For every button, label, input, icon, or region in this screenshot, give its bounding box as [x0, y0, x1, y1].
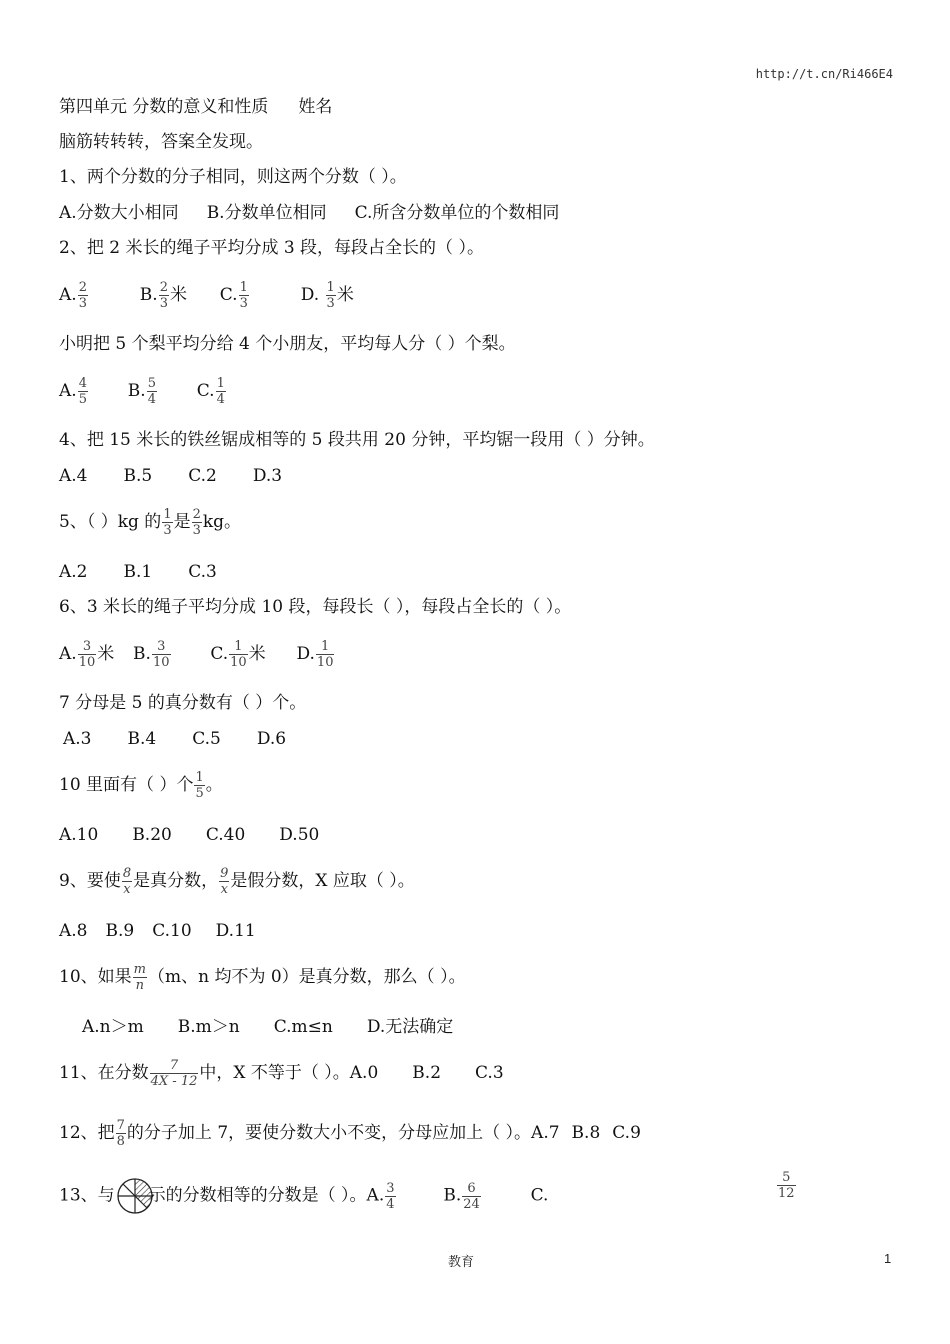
fraction: $\frac{4}{5}$: [78, 376, 87, 407]
header-url[interactable]: http://t.cn/Ri466E4: [755, 67, 893, 81]
question-13: 13、与 示的分数相等的分数是（ ）。A. $\frac{3}{4}$ B. $\frac{6}{24}$ C.: [59, 1176, 548, 1216]
question-8-options: A.10 B.20 C.40 D.50: [59, 825, 320, 845]
question-11: 11、在分数 $\frac{7}{4X - 12}$ 中，X 不等于（ ）。A.0 B.2 C.3: [59, 1058, 504, 1089]
fraction: $\frac{1}{5}$: [195, 770, 204, 801]
fraction: $\frac{8}{x}$: [122, 866, 132, 897]
option-c: C.所含分数单位的个数相同: [354, 203, 560, 223]
fraction: $\frac{2}{3}$: [192, 507, 201, 538]
question-5: 5、（ ）kg 的 $\frac{1}{3}$ 是 $\frac{2}{3}$ kg。: [59, 507, 242, 538]
question-12: 12、把 $\frac{7}{8}$ 的分子加上 7，要使分数大小不变，分母应加上（ ）。A.7 B.8 C.9: [59, 1118, 641, 1149]
fraction: $\frac{1}{3}$: [239, 280, 248, 311]
fraction: $\frac{m}{n}$: [133, 962, 146, 993]
fraction: $\frac{3}{10}$: [152, 639, 170, 670]
fraction: $\frac{5}{4}$: [147, 376, 156, 407]
question-6: 6、3 米长的绳子平均分成 10 段，每段长（ ），每段占全长的（ ）。: [59, 597, 572, 617]
question-1-options: [59, 202, 559, 224]
question-7: 7 分母是 5 的真分数有（ ）个。: [59, 693, 307, 713]
fraction: $\frac{5}{12}$: [778, 1170, 795, 1201]
fraction: $\frac{1}{3}$: [163, 507, 172, 538]
question-9-options: A.8 B.9 C.10 D.11: [59, 921, 256, 941]
fraction: $\frac{6}{24}$: [463, 1180, 480, 1212]
option-b: B.分数单位相同: [206, 203, 327, 223]
fraction: $\frac{9}{x}$: [220, 866, 229, 897]
title-line: [59, 96, 332, 118]
fraction: $\frac{7}{4X - 12}$: [150, 1058, 198, 1089]
fraction: $\frac{2}{3}$: [78, 280, 87, 311]
question-8: 10 里面有（ ）个 $\frac{1}{5}$ 。: [59, 770, 223, 801]
fraction: $\frac{3}{10}$: [78, 639, 96, 670]
question-2: 2、把 2 米长的绳子平均分成 3 段，每段占全长的（ ）。: [59, 238, 484, 258]
footer-center: 教育: [448, 1254, 475, 1269]
page-number: 1: [884, 1251, 892, 1266]
fraction: $\frac{1}{10}$: [316, 639, 334, 670]
fraction: $\frac{2}{3}$: [159, 280, 168, 311]
fraction: $\frac{7}{8}$: [116, 1118, 125, 1149]
page-title: 第四单元 分数的意义和性质: [59, 97, 269, 117]
question-10: 10、如果 $\frac{m}{n}$ （m、n 均不为 0）是真分数，那么（ ）。: [59, 962, 466, 993]
question-7-options: A.3 B.4 C.5 D.6: [63, 729, 287, 749]
intro: 脑筋转转转，答案全发现。: [59, 132, 263, 152]
q13-option-c-fraction: [776, 1170, 797, 1201]
fraction: $\frac{1}{4}$: [216, 376, 225, 407]
fraction: $\frac{1}{10}$: [230, 639, 247, 670]
name-label: 姓名: [298, 97, 333, 117]
fraction: $\frac{1}{3}$: [326, 280, 335, 311]
question-10-options: A.n＞m B.m＞n C.m≤n D.无法确定: [82, 1017, 454, 1037]
question-2-options: A. $\frac{2}{3}$ B. $\frac{2}{3}$ 米 C. $\frac{1}{3}$ D. $\frac{1}{3}$ 米: [59, 280, 354, 311]
question-9: 9、要使 $\frac{8}{x}$ 是真分数， $\frac{9}{x}$ 是假分数，X 应取（ ）。: [59, 866, 415, 897]
question-5-options: A.2 B.1 C.3: [59, 562, 217, 582]
question-4-options: A.4 B.5 C.2 D.3: [59, 466, 283, 486]
question-1: 1、两个分数的分子相同，则这两个分数（ ）。: [59, 167, 407, 187]
fraction: $\frac{3}{4}$: [386, 1180, 395, 1212]
question-3: 小明把 5 个梨平均分给 4 个小朋友，平均每人分（ ）个梨。: [59, 334, 516, 354]
question-4: 4、把 15 米长的铁丝锯成相等的 5 段共用 20 分钟，平均锯一段用（ ）分钟。: [59, 430, 655, 450]
option-a: A.分数大小相同: [59, 203, 179, 223]
question-3-options: A. $\frac{4}{5}$ B. $\frac{5}{4}$ C. $\frac{1}{4}$: [59, 376, 225, 407]
question-6-options: A. $\frac{3}{10}$ 米 B. $\frac{3}{10}$ C. $\frac{1}{10}$ 米 D. $\frac{1}{10}$: [59, 639, 334, 670]
